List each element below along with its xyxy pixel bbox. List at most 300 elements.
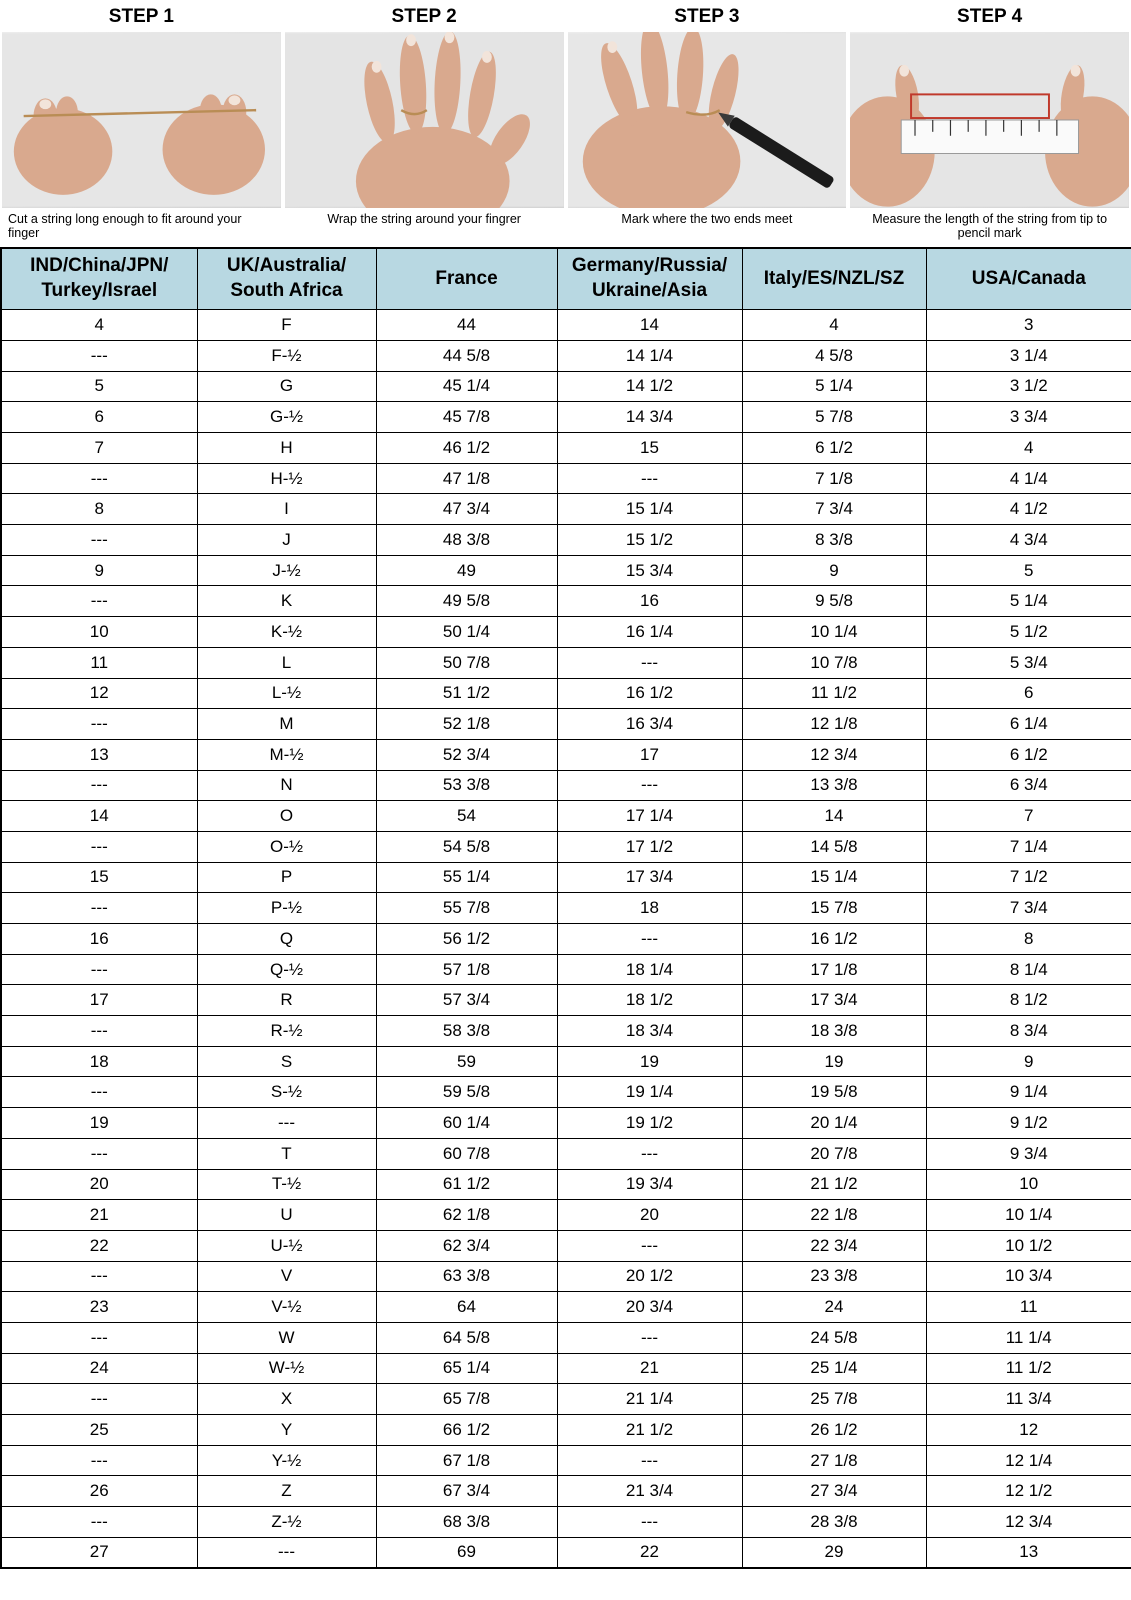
size-cell: 16 — [557, 586, 742, 617]
table-row — [1, 1138, 1131, 1169]
size-cell: 45 1/4 — [376, 371, 557, 402]
size-cell: 7 1/2 — [926, 862, 1131, 893]
size-cell: --- — [557, 924, 742, 955]
size-cell: --- — [557, 1507, 742, 1538]
size-cell: Z-½ — [197, 1507, 376, 1538]
size-cell: 20 — [557, 1200, 742, 1231]
size-cell: M-½ — [197, 739, 376, 770]
size-cell: R-½ — [197, 1016, 376, 1047]
size-cell: H-½ — [197, 463, 376, 494]
table-row — [1, 310, 1131, 341]
size-cell: 19 5/8 — [742, 1077, 926, 1108]
size-cell: --- — [1, 586, 197, 617]
size-cell: 15 — [1, 862, 197, 893]
column-header: Germany/Russia/ Ukraine/Asia — [557, 248, 742, 310]
size-cell: H — [197, 433, 376, 464]
size-cell: 14 5/8 — [742, 831, 926, 862]
size-cell: 15 1/4 — [557, 494, 742, 525]
size-cell: 26 — [1, 1476, 197, 1507]
table-row — [1, 647, 1131, 678]
size-cell: 5 — [1, 371, 197, 402]
size-cell: S-½ — [197, 1077, 376, 1108]
size-cell: 24 — [1, 1353, 197, 1384]
size-cell: 52 1/8 — [376, 709, 557, 740]
size-cell: 9 5/8 — [742, 586, 926, 617]
size-cell: 27 — [1, 1537, 197, 1568]
step-labels-and-photos — [0, 0, 1131, 247]
size-cell: G-½ — [197, 402, 376, 433]
size-cell: 19 — [742, 1046, 926, 1077]
table-row — [1, 801, 1131, 832]
size-cell: P — [197, 862, 376, 893]
size-cell: 18 — [1, 1046, 197, 1077]
size-cell: 8 3/8 — [742, 525, 926, 556]
size-cell: 7 1/4 — [926, 831, 1131, 862]
ring-size-conversion-table — [0, 247, 1131, 1569]
size-cell: 3 1/2 — [926, 371, 1131, 402]
size-cell: W — [197, 1322, 376, 1353]
step-1-caption: Cut a string long enough to fit around your finger — [8, 212, 242, 241]
table-row — [1, 1445, 1131, 1476]
size-cell: 63 3/8 — [376, 1261, 557, 1292]
size-cell: 7 — [926, 801, 1131, 832]
size-cell: 55 7/8 — [376, 893, 557, 924]
table-row — [1, 1292, 1131, 1323]
size-cell: 29 — [742, 1537, 926, 1568]
size-cell: 10 1/4 — [742, 617, 926, 648]
size-cell: --- — [197, 1108, 376, 1139]
size-cell: 4 — [742, 310, 926, 341]
size-cell: V-½ — [197, 1292, 376, 1323]
size-cell: --- — [557, 1445, 742, 1476]
size-cell: 14 — [1, 801, 197, 832]
size-cell: K — [197, 586, 376, 617]
size-cell: 69 — [376, 1537, 557, 1568]
table-row — [1, 770, 1131, 801]
size-cell: J-½ — [197, 555, 376, 586]
table-row — [1, 954, 1131, 985]
size-cell: 9 1/2 — [926, 1108, 1131, 1139]
table-row — [1, 678, 1131, 709]
size-cell: 26 1/2 — [742, 1415, 926, 1446]
size-cell: 46 1/2 — [376, 433, 557, 464]
size-cell: --- — [1, 463, 197, 494]
size-cell: 15 1/4 — [742, 862, 926, 893]
size-cell: 58 3/8 — [376, 1016, 557, 1047]
size-cell: 60 1/4 — [376, 1108, 557, 1139]
size-cell: 45 7/8 — [376, 402, 557, 433]
size-cell: I — [197, 494, 376, 525]
size-cell: --- — [1, 340, 197, 371]
size-cell: 20 7/8 — [742, 1138, 926, 1169]
size-cell: 14 3/4 — [557, 402, 742, 433]
size-cell: 5 7/8 — [742, 402, 926, 433]
table-row — [1, 1322, 1131, 1353]
size-cell: 22 — [557, 1537, 742, 1568]
size-cell: 21 — [1, 1200, 197, 1231]
size-cell: 6 1/4 — [926, 709, 1131, 740]
size-cell: 22 1/8 — [742, 1200, 926, 1231]
table-row — [1, 831, 1131, 862]
size-cell: 12 1/4 — [926, 1445, 1131, 1476]
table-row — [1, 1230, 1131, 1261]
size-cell: 3 — [926, 310, 1131, 341]
size-cell: 12 3/4 — [926, 1507, 1131, 1538]
size-cell: 14 1/4 — [557, 340, 742, 371]
table-row — [1, 1077, 1131, 1108]
size-cell: Q — [197, 924, 376, 955]
table-row — [1, 340, 1131, 371]
column-header: France — [376, 248, 557, 310]
step-2-photo — [285, 32, 564, 208]
table-row — [1, 371, 1131, 402]
size-cell: 14 — [557, 310, 742, 341]
size-cell: 10 — [926, 1169, 1131, 1200]
size-cell: 12 — [1, 678, 197, 709]
size-cell: 6 1/2 — [926, 739, 1131, 770]
size-cell: T-½ — [197, 1169, 376, 1200]
size-cell: 25 7/8 — [742, 1384, 926, 1415]
size-cell: --- — [1, 954, 197, 985]
size-cell: 27 1/8 — [742, 1445, 926, 1476]
size-cell: 7 3/4 — [742, 494, 926, 525]
size-cell: 9 — [742, 555, 926, 586]
size-cell: 18 — [557, 893, 742, 924]
size-cell: U-½ — [197, 1230, 376, 1261]
size-cell: --- — [1, 709, 197, 740]
size-cell: 9 — [1, 555, 197, 586]
column-header: USA/Canada — [926, 248, 1131, 310]
size-cell: 20 — [1, 1169, 197, 1200]
table-row — [1, 1108, 1131, 1139]
size-cell: 28 3/8 — [742, 1507, 926, 1538]
table-row — [1, 893, 1131, 924]
size-cell: L — [197, 647, 376, 678]
size-cell: 8 1/4 — [926, 954, 1131, 985]
size-cell: 52 3/4 — [376, 739, 557, 770]
size-cell: 6 3/4 — [926, 770, 1131, 801]
size-cell: 20 1/4 — [742, 1108, 926, 1139]
size-cell: K-½ — [197, 617, 376, 648]
size-cell: 19 — [1, 1108, 197, 1139]
size-cell: 20 1/2 — [557, 1261, 742, 1292]
size-cell: --- — [557, 1230, 742, 1261]
table-row — [1, 1200, 1131, 1231]
size-cell: --- — [197, 1537, 376, 1568]
size-cell: 16 — [1, 924, 197, 955]
size-cell: --- — [557, 1138, 742, 1169]
size-cell: 44 — [376, 310, 557, 341]
size-cell: F — [197, 310, 376, 341]
size-cell: --- — [1, 1077, 197, 1108]
size-cell: --- — [1, 1138, 197, 1169]
size-cell: 23 — [1, 1292, 197, 1323]
size-cell: 12 — [926, 1415, 1131, 1446]
size-cell: 11 — [1, 647, 197, 678]
size-cell: 48 3/8 — [376, 525, 557, 556]
size-cell: F-½ — [197, 340, 376, 371]
table-row — [1, 1476, 1131, 1507]
size-cell: X — [197, 1384, 376, 1415]
size-cell: 24 — [742, 1292, 926, 1323]
size-cell: --- — [1, 831, 197, 862]
size-cell: 11 1/4 — [926, 1322, 1131, 1353]
size-cell: 16 1/2 — [557, 678, 742, 709]
size-cell: 4 5/8 — [742, 340, 926, 371]
step-1-label: STEP 1 — [108, 6, 174, 27]
size-cell: N — [197, 770, 376, 801]
size-cell: 18 1/4 — [557, 954, 742, 985]
size-cell: 10 3/4 — [926, 1261, 1131, 1292]
column-header: UK/Australia/ South Africa — [197, 248, 376, 310]
size-cell: 19 1/4 — [557, 1077, 742, 1108]
size-cell: 24 5/8 — [742, 1322, 926, 1353]
size-cell: 5 3/4 — [926, 647, 1131, 678]
step-1 — [0, 0, 283, 247]
size-cell: 4 1/4 — [926, 463, 1131, 494]
size-cell: 11 1/2 — [926, 1353, 1131, 1384]
size-cell: 44 5/8 — [376, 340, 557, 371]
size-cell: 65 1/4 — [376, 1353, 557, 1384]
size-cell: L-½ — [197, 678, 376, 709]
table-row — [1, 433, 1131, 464]
table-row — [1, 586, 1131, 617]
size-cell: 4 — [1, 310, 197, 341]
size-cell: 15 1/2 — [557, 525, 742, 556]
step-4-label: STEP 4 — [957, 6, 1023, 27]
size-cell: 5 1/4 — [926, 586, 1131, 617]
table-row — [1, 555, 1131, 586]
table-row — [1, 525, 1131, 556]
size-cell: 4 — [926, 433, 1131, 464]
size-cell: S — [197, 1046, 376, 1077]
size-cell: Z — [197, 1476, 376, 1507]
size-cell: 17 3/4 — [742, 985, 926, 1016]
table-row — [1, 1046, 1131, 1077]
size-cell: 67 3/4 — [376, 1476, 557, 1507]
step-4-caption: Measure the length of the string from tip to pencil mark — [872, 212, 1108, 241]
size-cell: 67 1/8 — [376, 1445, 557, 1476]
step-2-caption: Wrap the string around your fingrer — [327, 212, 521, 226]
size-cell: U — [197, 1200, 376, 1231]
size-cell: 15 7/8 — [742, 893, 926, 924]
size-cell: --- — [1, 1261, 197, 1292]
table-row — [1, 494, 1131, 525]
table-row — [1, 862, 1131, 893]
size-cell: 11 3/4 — [926, 1384, 1131, 1415]
size-cell: 8 — [926, 924, 1131, 955]
size-cell: 47 1/8 — [376, 463, 557, 494]
size-cell: --- — [1, 770, 197, 801]
step-1-photo — [2, 32, 281, 208]
size-cell: 27 3/4 — [742, 1476, 926, 1507]
size-cell: --- — [1, 1445, 197, 1476]
table-row — [1, 617, 1131, 648]
size-cell: M — [197, 709, 376, 740]
size-cell: --- — [557, 463, 742, 494]
size-cell: --- — [557, 770, 742, 801]
size-cell: 3 1/4 — [926, 340, 1131, 371]
size-cell: 17 — [557, 739, 742, 770]
size-cell: J — [197, 525, 376, 556]
size-cell: 57 3/4 — [376, 985, 557, 1016]
size-cell: 49 5/8 — [376, 586, 557, 617]
size-cell: 9 3/4 — [926, 1138, 1131, 1169]
step-3 — [566, 0, 849, 247]
size-cell: 12 1/2 — [926, 1476, 1131, 1507]
size-cell: R — [197, 985, 376, 1016]
size-cell: O — [197, 801, 376, 832]
measure-steps — [0, 0, 1131, 247]
size-cell: 8 1/2 — [926, 985, 1131, 1016]
size-cell: 10 — [1, 617, 197, 648]
size-cell: 61 1/2 — [376, 1169, 557, 1200]
size-cell: 51 1/2 — [376, 678, 557, 709]
step-2-label: STEP 2 — [391, 6, 457, 27]
size-cell: 22 — [1, 1230, 197, 1261]
size-table-body — [1, 310, 1131, 1568]
size-cell: --- — [1, 525, 197, 556]
table-row — [1, 1353, 1131, 1384]
table-row — [1, 463, 1131, 494]
size-cell: 21 1/2 — [557, 1415, 742, 1446]
table-row — [1, 1415, 1131, 1446]
size-cell: 57 1/8 — [376, 954, 557, 985]
size-cell: 60 7/8 — [376, 1138, 557, 1169]
size-cell: 13 — [926, 1537, 1131, 1568]
table-row — [1, 1537, 1131, 1568]
size-cell: Q-½ — [197, 954, 376, 985]
size-cell: 64 5/8 — [376, 1322, 557, 1353]
size-cell: 13 3/8 — [742, 770, 926, 801]
size-cell: 68 3/8 — [376, 1507, 557, 1538]
size-cell: --- — [1, 1322, 197, 1353]
size-cell: W-½ — [197, 1353, 376, 1384]
size-cell: 10 1/2 — [926, 1230, 1131, 1261]
size-cell: 12 3/4 — [742, 739, 926, 770]
size-cell: --- — [1, 1384, 197, 1415]
size-cell: 18 3/4 — [557, 1016, 742, 1047]
step-3-photo — [568, 32, 847, 208]
column-header: IND/China/JPN/ Turkey/Israel — [1, 248, 197, 310]
size-cell: 21 3/4 — [557, 1476, 742, 1507]
size-cell: 50 1/4 — [376, 617, 557, 648]
table-header-row — [1, 248, 1131, 310]
table-row — [1, 1016, 1131, 1047]
size-cell: 6 — [926, 678, 1131, 709]
size-cell: 62 3/4 — [376, 1230, 557, 1261]
size-cell: 66 1/2 — [376, 1415, 557, 1446]
size-cell: V — [197, 1261, 376, 1292]
size-cell: 8 — [1, 494, 197, 525]
hands-string-cut-photo — [2, 32, 281, 208]
step-4-photo — [850, 32, 1129, 208]
size-cell: 4 1/2 — [926, 494, 1131, 525]
size-cell: 23 3/8 — [742, 1261, 926, 1292]
table-row — [1, 924, 1131, 955]
mark-string-photo — [568, 32, 847, 208]
size-cell: 49 — [376, 555, 557, 586]
size-cell: 4 3/4 — [926, 525, 1131, 556]
size-cell: 56 1/2 — [376, 924, 557, 955]
size-cell: T — [197, 1138, 376, 1169]
table-row — [1, 1261, 1131, 1292]
size-cell: 11 — [926, 1292, 1131, 1323]
size-cell: 20 3/4 — [557, 1292, 742, 1323]
size-cell: 15 — [557, 433, 742, 464]
size-cell: 50 7/8 — [376, 647, 557, 678]
size-cell: --- — [557, 647, 742, 678]
size-cell: 6 — [1, 402, 197, 433]
size-cell: 7 1/8 — [742, 463, 926, 494]
size-cell: 3 3/4 — [926, 402, 1131, 433]
size-cell: Y — [197, 1415, 376, 1446]
size-cell: 17 1/2 — [557, 831, 742, 862]
size-cell: 5 1/2 — [926, 617, 1131, 648]
size-cell: 13 — [1, 739, 197, 770]
step-3-caption: Mark where the two ends meet — [621, 212, 793, 226]
table-row — [1, 1384, 1131, 1415]
size-cell: 62 1/8 — [376, 1200, 557, 1231]
size-cell: 55 1/4 — [376, 862, 557, 893]
size-cell: 19 3/4 — [557, 1169, 742, 1200]
size-cell: 12 1/8 — [742, 709, 926, 740]
size-cell: 59 5/8 — [376, 1077, 557, 1108]
size-cell: 59 — [376, 1046, 557, 1077]
size-cell: 16 3/4 — [557, 709, 742, 740]
wrap-string-photo — [285, 32, 564, 208]
size-cell: 54 5/8 — [376, 831, 557, 862]
size-cell: 9 — [926, 1046, 1131, 1077]
measure-ruler-photo — [850, 32, 1129, 208]
size-cell: 17 — [1, 985, 197, 1016]
step-2 — [283, 0, 566, 247]
size-cell: 47 3/4 — [376, 494, 557, 525]
size-cell: 14 — [742, 801, 926, 832]
table-row — [1, 1507, 1131, 1538]
size-cell: O-½ — [197, 831, 376, 862]
size-cell: 54 — [376, 801, 557, 832]
size-cell: 16 1/2 — [742, 924, 926, 955]
size-cell: 5 — [926, 555, 1131, 586]
size-cell: --- — [1, 1016, 197, 1047]
size-cell: 25 1/4 — [742, 1353, 926, 1384]
size-cell: 16 1/4 — [557, 617, 742, 648]
size-cell: 53 3/8 — [376, 770, 557, 801]
table-row — [1, 402, 1131, 433]
size-cell: 18 1/2 — [557, 985, 742, 1016]
column-header: Italy/ES/NZL/SZ — [742, 248, 926, 310]
table-row — [1, 1169, 1131, 1200]
size-cell: --- — [1, 893, 197, 924]
size-cell: 15 3/4 — [557, 555, 742, 586]
size-cell: 19 — [557, 1046, 742, 1077]
size-cell: 9 1/4 — [926, 1077, 1131, 1108]
size-cell: 17 1/8 — [742, 954, 926, 985]
step-4 — [848, 0, 1131, 247]
size-cell: 11 1/2 — [742, 678, 926, 709]
size-cell: 6 1/2 — [742, 433, 926, 464]
size-cell: 5 1/4 — [742, 371, 926, 402]
size-cell: 10 7/8 — [742, 647, 926, 678]
size-cell: G — [197, 371, 376, 402]
size-cell: P-½ — [197, 893, 376, 924]
size-cell: 7 3/4 — [926, 893, 1131, 924]
size-cell: 8 3/4 — [926, 1016, 1131, 1047]
size-cell: 21 — [557, 1353, 742, 1384]
size-cell: 17 1/4 — [557, 801, 742, 832]
size-cell: --- — [1, 1507, 197, 1538]
